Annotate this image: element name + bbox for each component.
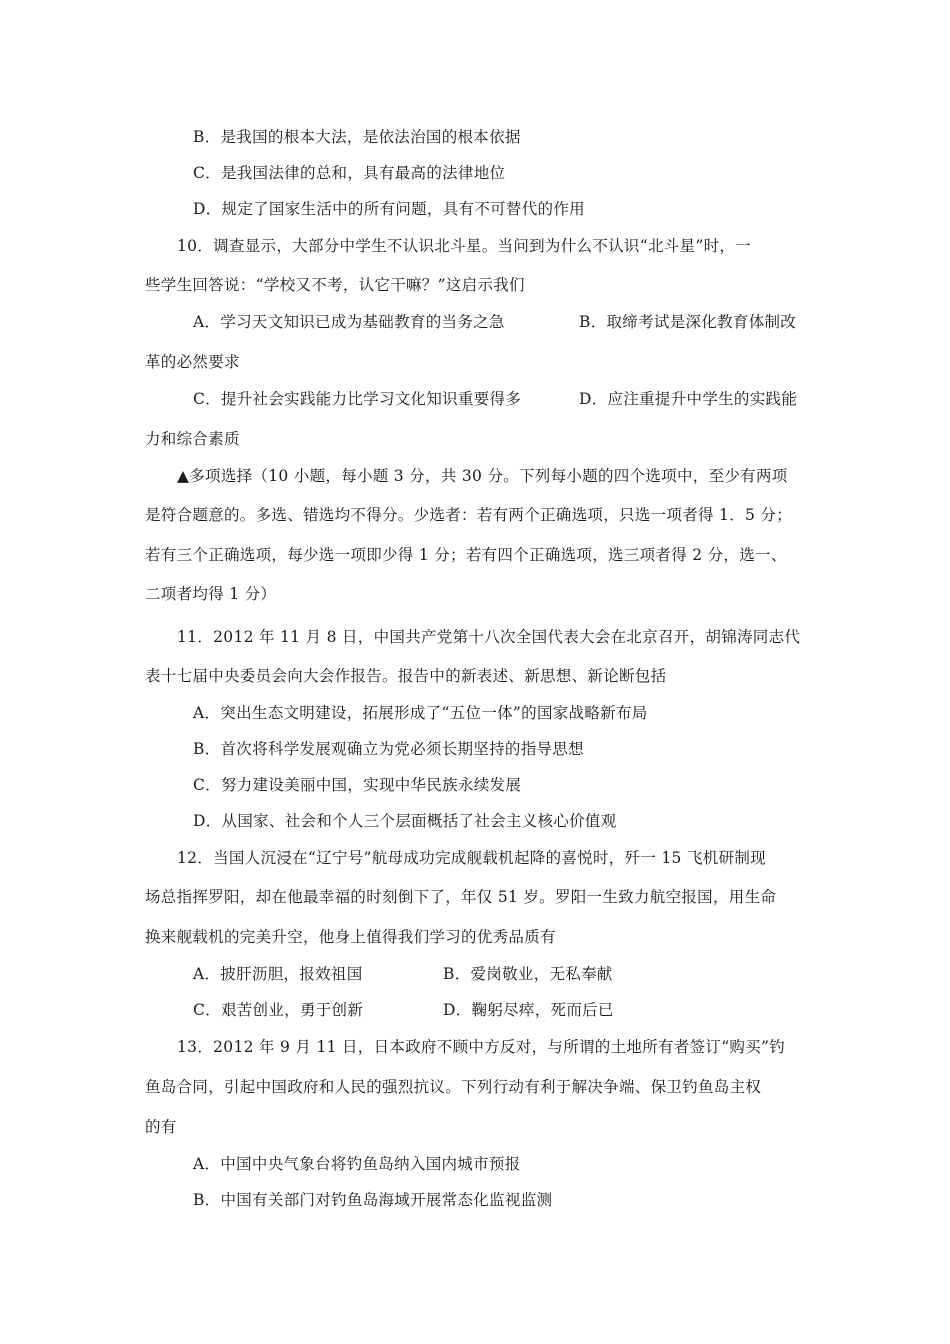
q9-option-c: C．是我国法律的总和，具有最高的法律地位 [193, 164, 506, 182]
q10-stem-line1: 10．调查显示，大部分中学生不认识北斗星。当问到为什么不认识“北斗星”时，一 [177, 237, 751, 255]
q11-stem-line1: 11．2012 年 11 月 8 日，中国共产党第十八次全国代表大会在北京召开，胡锦涛同志代 [177, 628, 801, 646]
q10-option-a: A．学习天文知识已成为基础教育的当务之急 [193, 313, 505, 331]
q10-option-b-cont: 革的必然要求 [145, 353, 240, 371]
section-instructions-line1: ▲多项选择（10 小题，每小题 3 分，共 30 分。下列每小题的四个选项中，至少有两项 [177, 467, 788, 485]
q12-option-c: C．艰苦创业，勇于创新 [193, 1001, 364, 1019]
q11-stem-line2: 表十七届中央委员会向大会作报告。报告中的新表述、新思想、新论断包括 [145, 667, 667, 685]
q10-option-d-cont: 力和综合素质 [145, 430, 240, 448]
q10-option-b: B．取缔考试是深化教育体制改 [579, 313, 797, 331]
q13-option-a: A．中国中央气象台将钓鱼岛纳入国内城市预报 [193, 1155, 521, 1173]
q11-option-c: C．努力建设美丽中国，实现中华民族永续发展 [193, 776, 522, 794]
q11-option-a: A．突出生态文明建设，拓展形成了“五位一体”的国家战略新布局 [193, 704, 648, 722]
q11-option-b: B．首次将科学发展观确立为党必须长期坚持的指导思想 [193, 740, 584, 758]
q10-option-c: C．提升社会实践能力比学习文化知识重要得多 [193, 390, 522, 408]
q13-stem-line3: 的有 [145, 1118, 177, 1136]
q12-option-b: B．爱岗敬业，无私奉献 [443, 965, 613, 983]
q12-option-a: A．披肝沥胆，报效祖国 [193, 965, 363, 983]
section-instructions-line4: 二项者均得 1 分） [145, 585, 277, 603]
q9-option-d: D．规定了国家生活中的所有问题，具有不可替代的作用 [193, 200, 585, 218]
q12-option-d: D．鞠躬尽瘁，死而后已 [443, 1001, 614, 1019]
q10-option-d: D．应注重提升中学生的实践能 [579, 390, 798, 408]
section-instructions-line3: 若有三个正确选项，每少选一项即少得 1 分；若有四个正确选项，选三项者得 2 分，选一、 [145, 546, 787, 564]
q12-stem-line1: 12．当国人沉浸在“辽宁号”航母成功完成舰载机起降的喜悦时，歼一 15 飞机研制现 [177, 849, 766, 867]
q10-stem-line2: 些学生回答说：“学校又不考，认它干嘛？”这启示我们 [145, 276, 525, 294]
q13-stem-line1: 13．2012 年 9 月 11 日，日本政府不顾中方反对，与所谓的土地所有者签订“购买”钓 [177, 1038, 786, 1056]
q11-option-d: D．从国家、社会和个人三个层面概括了社会主义核心价值观 [193, 812, 617, 830]
q13-stem-line2: 鱼岛合同，引起中国政府和人民的强烈抗议。下列行动有利于解决争端、保卫钓鱼岛主权 [145, 1078, 762, 1096]
q9-option-b: B．是我国的根本大法，是依法治国的根本依据 [193, 128, 521, 146]
q12-stem-line2: 场总指挥罗阳，却在他最幸福的时刻倒下了，年仅 51 岁。罗阳一生致力航空报国，用生命 [145, 888, 777, 906]
q12-stem-line3: 换来舰载机的完美升空，他身上值得我们学习的优秀品质有 [145, 928, 556, 946]
q13-option-b: B．中国有关部门对钓鱼岛海域开展常态化监视监测 [193, 1191, 553, 1209]
section-instructions-line2: 是符合题意的。多选、错选均不得分。少选者：若有两个正确选项，只选一项者得 1．5 分； [145, 506, 792, 524]
